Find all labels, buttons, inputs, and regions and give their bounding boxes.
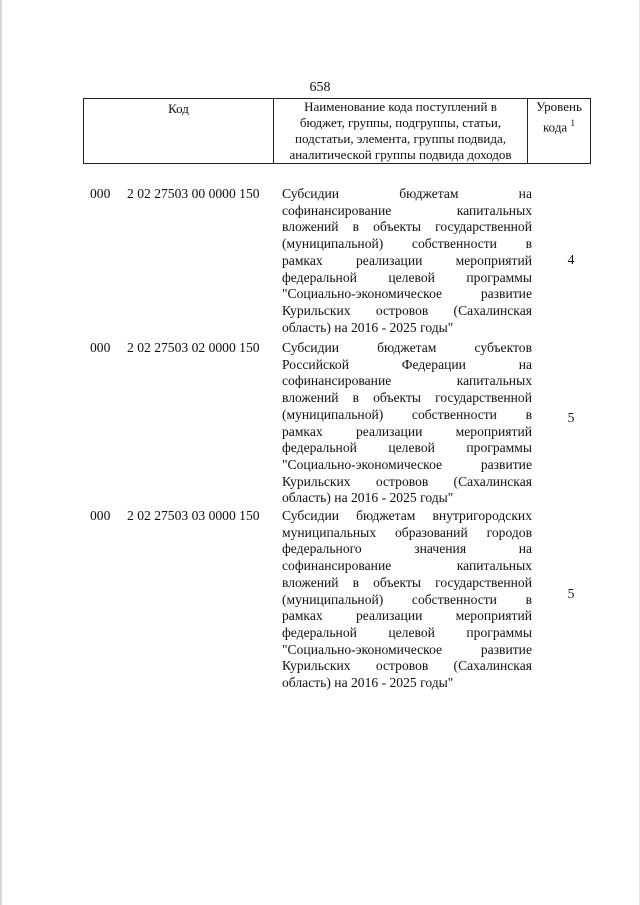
header-code-label: Код (168, 101, 189, 116)
description-line: Субсидии бюджетам субъектов (282, 340, 532, 355)
description-line: Субсидии бюджетам внутригородских (282, 508, 532, 523)
description-line: вложений в объекты государственной (282, 574, 532, 590)
description-line: "Социально-экономическое развитие (282, 641, 532, 657)
page-number: 658 (309, 80, 331, 95)
description-line: (муниципальной) собственности в (282, 591, 532, 607)
header-code-cell (84, 99, 274, 164)
row-description (282, 186, 532, 336)
description-line: (муниципальной) собственности в (282, 236, 532, 252)
row-level: 5 (567, 410, 575, 425)
description-line: рамках реализации мероприятий (282, 423, 532, 439)
description-line: вложений в объекты государственной (282, 390, 532, 406)
description-line: "Социально-экономическое развитие (282, 286, 532, 302)
description-line: федеральной целевой программы (282, 624, 532, 640)
description-line: федеральной целевой программы (282, 269, 532, 285)
description-line: Курильских островов (Сахалинская (282, 658, 532, 674)
description-line: область) на 2016 - 2025 годы" (282, 490, 454, 506)
header-level-cell (528, 99, 591, 164)
row-description (282, 508, 532, 692)
description-line: Субсидии бюджетам на (282, 186, 532, 201)
description-line: рамках реализации мероприятий (282, 252, 532, 268)
description-line: Курильских островов (Сахалинская (282, 302, 532, 318)
description-line: вложений в объекты государственной (282, 219, 532, 235)
description-line: федеральной целевой программы (282, 440, 532, 456)
description-line: муниципальных образований городов (282, 524, 532, 540)
description-line: рамках реализации мероприятий (282, 608, 532, 624)
row-prefix: 000 (90, 340, 111, 355)
row-prefix: 000 (90, 508, 111, 523)
description-line: федерального значения на (282, 541, 532, 557)
description-line: софинансирование капитальных (282, 373, 532, 389)
description-line: (муниципальной) собственности в (282, 406, 532, 422)
header-name-line: подстатьи, элемента, группы подвида, (295, 131, 506, 146)
description-line: область) на 2016 - 2025 годы" (282, 675, 454, 691)
header-name-line: бюджет, группы, подгруппы, статьи, (299, 115, 502, 130)
row-level: 5 (567, 586, 575, 601)
footnote-mark: 1 (570, 118, 575, 128)
description-line: "Социально-экономическое развитие (282, 456, 532, 472)
description-line: софинансирование капитальных (282, 202, 532, 218)
row-code: 2 02 27503 02 0000 150 (127, 340, 260, 355)
row-code: 2 02 27503 03 0000 150 (127, 508, 260, 523)
row-level: 4 (567, 252, 575, 267)
description-line: область) на 2016 - 2025 годы" (282, 319, 454, 335)
header-level-line1: Уровень (536, 99, 582, 114)
header-name-line: Наименование кода поступлений в (304, 99, 497, 114)
scan-left-edge (0, 0, 2, 905)
header-name-line: аналитической группы подвида доходов (289, 147, 512, 162)
table-header (83, 98, 591, 164)
description-line: софинансирование капитальных (282, 558, 532, 574)
header-name-cell (274, 99, 528, 164)
description-line: Российской Федерации на (282, 356, 532, 372)
row-description (282, 340, 532, 507)
header-level-line2: кода $^1$ (543, 118, 575, 135)
row-code: 2 02 27503 00 0000 150 (127, 186, 260, 201)
row-prefix: 000 (90, 186, 111, 201)
description-line: Курильских островов (Сахалинская (282, 473, 532, 489)
